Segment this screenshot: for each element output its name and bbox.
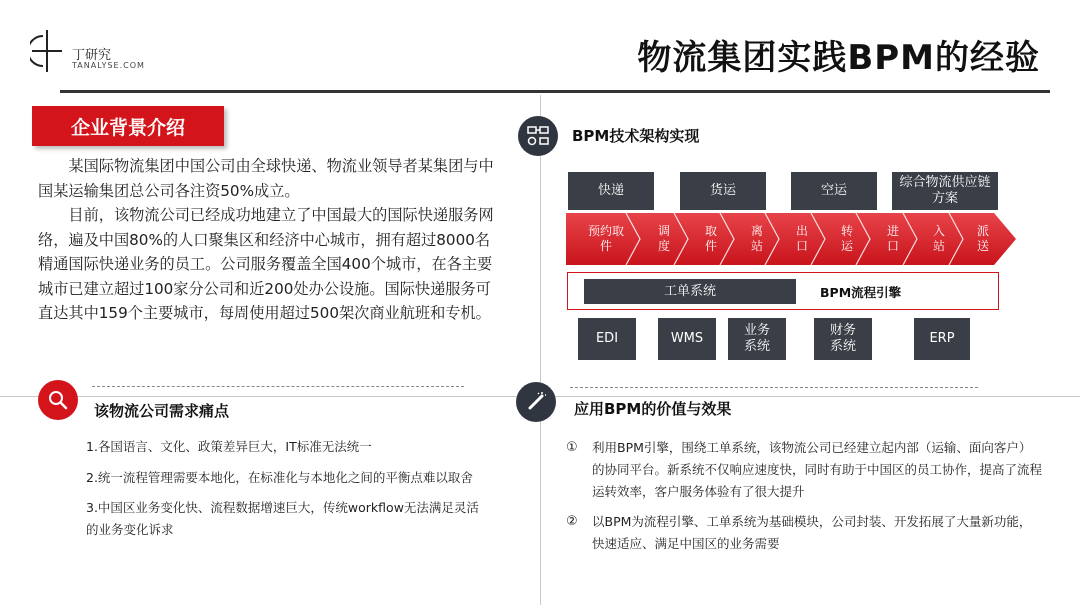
need-item-2: 2.统一流程管理需要本地化，在标准化与本地化之间的平衡点难以取舍: [86, 470, 473, 485]
logo-text: 丁研究: [72, 48, 112, 63]
service-box-air: 空运: [791, 172, 877, 210]
background-para-2: 目前，该物流公司已经成功地建立了中国最大的国际快递服务网络，遍及中国80%的人口聚集区和经济中心城市，拥有超过8000名精通国际快递业务的员工。公司服务覆盖全国400个城市，在各主要城市已建立超过100家分公司和近200处办公设施。国际快递服务可直达其中159个主要城市，每周使用超过500架次商业航班和专机。: [38, 206, 494, 322]
step-4: 离站: [750, 224, 763, 253]
ticket-system-box: 工单系统: [584, 279, 796, 304]
step-2: 调度: [657, 224, 670, 253]
needs-title: 该物流公司需求痛点: [94, 402, 230, 420]
header-divider: [60, 90, 1050, 93]
value-item-2: 以BPM为流程引擎、工单系统为基础模块，公司封装、开发拓展了大量新功能，快速适应、满足中国区的业务需要: [592, 514, 1032, 551]
background-tag: 企业背景介绍: [32, 106, 224, 146]
system-box-wms: WMS: [658, 318, 716, 360]
service-box-supply-chain: 综合物流供应链方案: [892, 172, 998, 210]
system-box-erp: ERP: [914, 318, 970, 360]
architecture-icon: [518, 116, 558, 156]
step-9: 派送: [976, 224, 989, 253]
process-steps: [566, 213, 1016, 265]
system-box-finance: 财务系统: [814, 318, 872, 360]
step-6: 转运: [840, 224, 853, 253]
system-box-edi: EDI: [578, 318, 636, 360]
needs-dash-line: [92, 386, 464, 387]
background-para-1: 某国际物流集团中国公司由全球快递、物流业领导者某集团与中国某运输集团总公司各注资50%成立。: [38, 157, 494, 200]
search-icon: [38, 380, 78, 420]
logo-icon: [30, 28, 64, 74]
engine-label: BPM流程引擎: [820, 285, 902, 300]
service-box-express: 快递: [568, 172, 654, 210]
step-3: 取件: [704, 224, 717, 253]
step-1: 预约取件: [588, 224, 625, 253]
value-dash-line: [570, 387, 978, 388]
value-num-2: ②: [566, 514, 578, 529]
need-item-3: 3.中国区业务变化快、流程数据增速巨大，传统workflow无法满足灵活的业务变化诉求: [86, 500, 479, 537]
value-title: 应用BPM的价值与效果: [574, 400, 732, 418]
background-text: [38, 154, 503, 326]
magic-wand-icon: [516, 382, 556, 422]
step-5: 出口: [795, 224, 808, 253]
logo-subtext: TANALYSE.COM: [72, 61, 145, 70]
need-item-1: 1.各国语言、文化、政策差异巨大，IT标准无法统一: [86, 439, 372, 454]
vertical-divider: [540, 95, 541, 605]
step-7: 进口: [886, 224, 899, 253]
system-box-business: 业务系统: [728, 318, 786, 360]
page-title: 物流集团实践BPM的经验: [637, 38, 1040, 78]
service-box-freight: 货运: [680, 172, 766, 210]
value-item-1: 利用BPM引擎，围绕工单系统，该物流公司已经建立起内部（运输、面向客户）的协同平台。新系统不仅响应速度快，同时有助于中国区的员工协作，提高了流程运转效率，客户服务体验有了很大提升: [592, 440, 1043, 499]
step-8: 入站: [932, 224, 945, 253]
value-num-1: ①: [566, 440, 578, 455]
architecture-title: BPM技术架构实现: [572, 127, 700, 145]
